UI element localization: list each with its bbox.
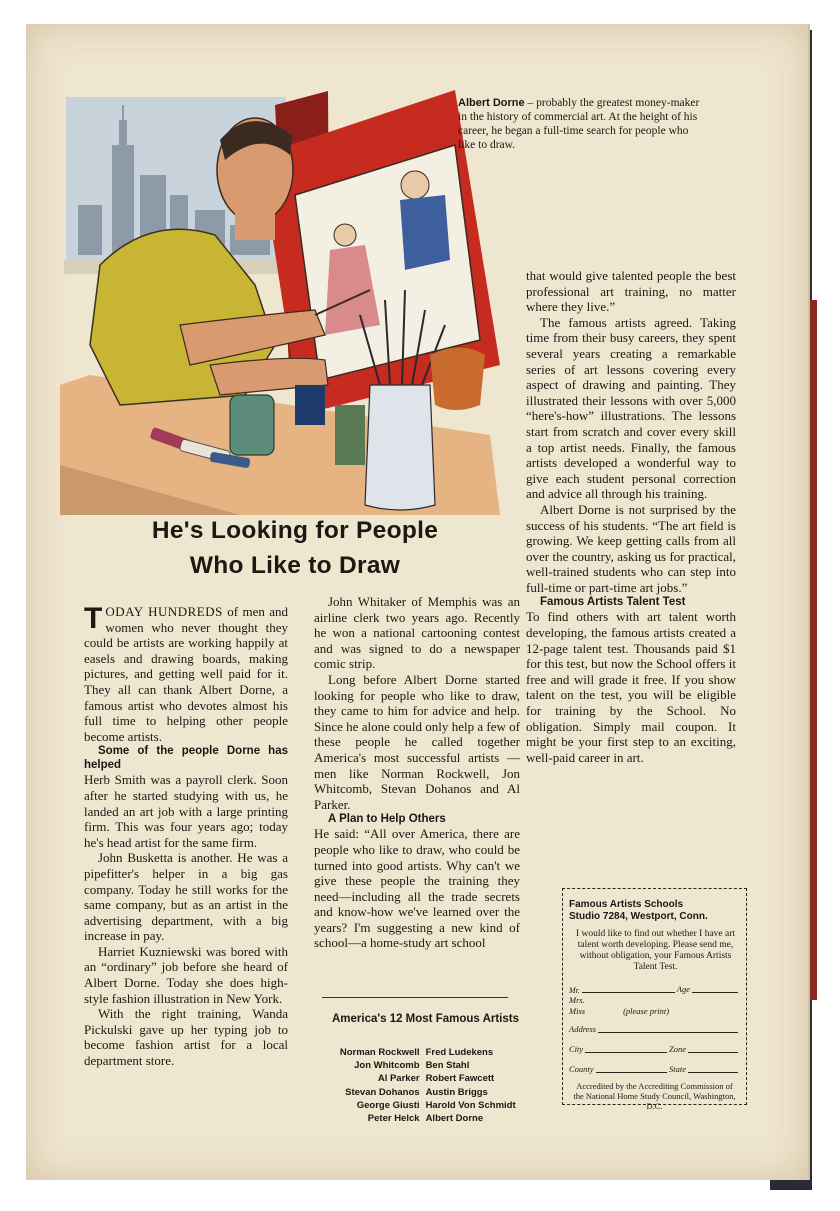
artist-name: Stevan Dohanos xyxy=(345,1086,420,1098)
paint-jar xyxy=(230,395,274,455)
coupon-address-label: Address xyxy=(569,1024,597,1034)
coupon-title xyxy=(563,889,746,923)
headline xyxy=(100,513,490,583)
coupon-school: Famous Artists Schools xyxy=(569,899,684,910)
divider xyxy=(322,997,508,998)
coupon-field-name-cont xyxy=(563,995,746,1006)
paragraph: He said: “All over America, there are people who like to draw, who could be turned into good artists. Why can't we give these people the training they need—including all the trade secrets and know-how we've learned over the years? I'm suggesting a new kind of school—a home-study art school xyxy=(314,826,520,951)
paragraph: Harriet Kuzniewski was bored with an “ordinary” job before she heard of Albert Dorne. Today she does high-style fashion illustration in New York. xyxy=(84,943,288,1006)
caption-text: – probably the greatest money-maker in the history of commercial art. At the height of his career, he began a full-time search for people who like to draw. xyxy=(458,97,700,151)
artist-name: George Giusti xyxy=(356,1099,420,1111)
coupon-county-label: County xyxy=(569,1064,594,1074)
illustration-caption xyxy=(458,96,703,152)
coupon-studio: Studio 7284, Westport, Conn. xyxy=(569,911,708,922)
paragraph: The famous artists agreed. Taking time from their busy careers, they spent several years creating a remarkable series of art lessons covering every aspect of drawing and painting. They illustrated their lessons with over 5,000 “here's-how” illustrations. The lessons start from scratch and cover every skill a top artist needs. Finally, the famous artists developed a wonderful way to give each student personal correction and advice all through his training. xyxy=(526,314,736,502)
artist-illustration xyxy=(60,85,500,515)
coupon-zone-label: Zone xyxy=(669,1044,686,1054)
paragraph: With the right training, Wanda Pickulski gave up her typing job to become fashion artist for a local department store. xyxy=(84,1006,288,1069)
artist-name: Ben Stahl xyxy=(425,1060,470,1072)
coupon-mr: Mr. xyxy=(569,986,580,995)
brush-jar xyxy=(365,385,435,510)
paragraph: Long before Albert Dorne started looking for people who like to draw, they came to him for advice and help. Since he alone could only help a few of these people he called together America's most successful artists —men like Norman Rockwell, Jon Whitcomb, Stevan Dohanos and Al Parker. xyxy=(314,671,520,812)
artists-list xyxy=(318,1046,533,1125)
coupon-print-hint: (please print) xyxy=(623,1006,670,1016)
mail-coupon[interactable] xyxy=(562,888,747,1111)
artists-left-column xyxy=(318,1046,426,1125)
coupon-field-miss xyxy=(563,1006,746,1017)
coupon-mrs: Mrs. xyxy=(569,995,585,1005)
paragraph: that would give talented people the best professional art training, no matter where they live.” xyxy=(526,268,736,315)
artist-name: Peter Helck xyxy=(367,1113,420,1125)
artist-name: Al Parker xyxy=(377,1073,420,1085)
article-column-3 xyxy=(526,268,736,765)
coupon-field-county-state[interactable] xyxy=(563,1055,746,1075)
coupon-accreditation: Accredited by the Accrediting Commission of the National Home Study Council, Washington, D.C. xyxy=(573,1081,736,1111)
headline-line-2: Who Like to Draw xyxy=(189,552,401,579)
artist-name: Harold Von Schmidt xyxy=(425,1099,516,1111)
artists-title: America's 12 Most Famous Artists xyxy=(331,1013,519,1025)
bowl xyxy=(430,348,485,411)
paint-jar xyxy=(335,405,365,465)
paragraph: Herb Smith was a payroll clerk. Soon after he started studying with us, he landed an art job with a large printing firm. This was four years ago; today he's head artist for the same firm. xyxy=(84,772,288,850)
artist-name: Norman Rockwell xyxy=(339,1047,420,1058)
intro-paragraph xyxy=(84,604,288,744)
paragraph: John Busketta is another. He was a pipefitter's helper in a big gas company. Today he still works for the same company, but as an artist in the advertising department, with a big increase in pay. xyxy=(84,850,288,944)
coupon-body: I would like to find out whether I have art talent worth developing. Please send me, without obligation, your Famous Artists Talent Test. xyxy=(575,929,736,972)
paragraph: John Whitaker of Memphis was an airline clerk two years ago. Recently he won a national cartooning contest and was signed to do a newspaper comic strip. xyxy=(314,594,520,672)
intro-lead: ODAY HUNDREDS xyxy=(105,604,223,619)
article-column-2 xyxy=(314,594,520,951)
coupon-miss: Miss xyxy=(569,1006,586,1016)
drop-cap: T xyxy=(84,602,103,635)
intro-text: of men and women who never thought they could be artists are working happily at easels and drawing boards, making pictures, and getting well paid for it. They all can thank Albert Dorne, a famous artist who devotes almost his full time to helping other people become artists. xyxy=(84,604,288,744)
coupon-state-label: State xyxy=(669,1064,686,1074)
subheading-plan: A Plan to Help Others xyxy=(328,813,446,826)
headline-line-1: He's Looking for People xyxy=(151,517,439,544)
article-column-1 xyxy=(84,604,288,1069)
paragraph: Albert Dorne is not surprised by the success of his students. “The art field is growing. We keep getting calls from all over the country, asking us for practical, well-trained students who can step into full-time or part-time art jobs.” xyxy=(526,501,736,595)
subheading-people-helped: Some of the people Dorne has helped xyxy=(84,745,288,772)
artist-name: Fred Ludekens xyxy=(425,1047,494,1058)
subheading-talent-test: Famous Artists Talent Test xyxy=(540,596,686,609)
artist-name: Jon Whitcomb xyxy=(354,1060,420,1072)
coupon-field-address[interactable] xyxy=(563,1017,746,1035)
paragraph: To find others with art talent worth developing, the famous artists created a 12-page talent test. Thousands paid $1 for this test, but now the School offers it free and will grade it free. If you show talent on the test, you will be eligible for training by the School. No obligation. Simply mail coupon. It might be your first step to an exciting, well-paid career in art. xyxy=(526,609,736,765)
artists-right-column xyxy=(426,1046,533,1125)
artist-name: Austin Briggs xyxy=(425,1086,488,1098)
paint-jar xyxy=(295,385,325,425)
coupon-field-name-age[interactable] xyxy=(563,981,746,995)
coupon-city-label: City xyxy=(569,1044,584,1054)
coupon-field-city-zone[interactable] xyxy=(563,1035,746,1055)
artist-name: Robert Fawcett xyxy=(425,1073,495,1085)
caption-name: Albert Dorne xyxy=(458,97,525,109)
coupon-age-label: Age xyxy=(676,984,690,994)
artist-name: Albert Dorne xyxy=(425,1113,484,1125)
